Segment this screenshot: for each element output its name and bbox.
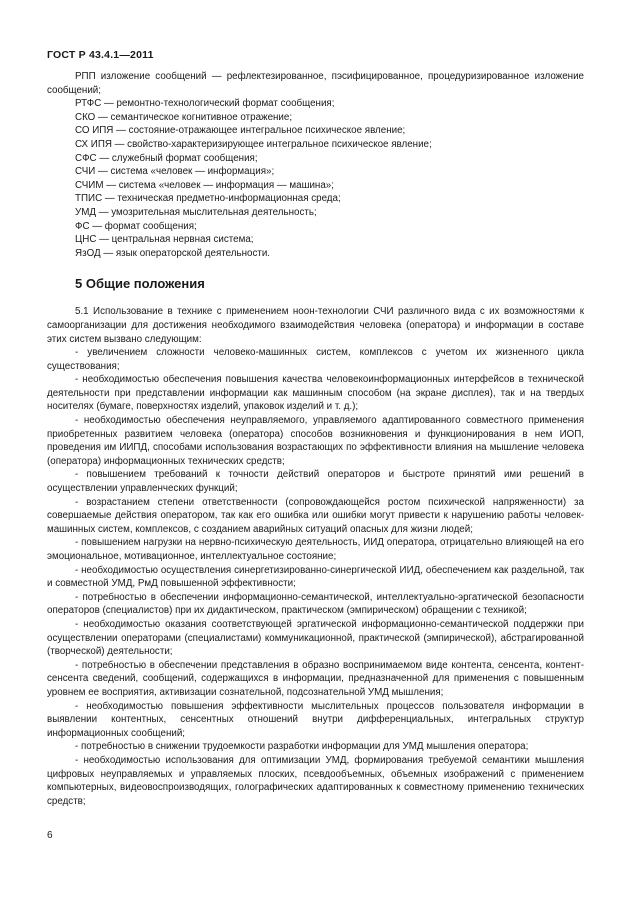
list-item: - повышением требований к точности действий операторов и быстроте принятий ими решений в осуществлении управленческих функций;	[47, 469, 584, 495]
abbreviation-item: ЯзОД — язык операторской деятельности.	[75, 247, 271, 259]
abbreviation-item: СЧИ — система «человек — информация»;	[75, 166, 275, 178]
list-item: - необходимостью обеспечения неуправляемого, управляемого адаптированного совместного применения приобретенных развитием человека (оператора) способов возникновения и функционирования в нем ИОП, проведения им ИИПД, способами использования возрастающих по эффективности влияния на мышление человека (оператора) информационных технических средств;	[47, 415, 584, 467]
abbreviation-item: СКО — семантическое когнитивное отражение;	[75, 111, 293, 123]
abbreviation-item: СО ИПЯ — состояние-отражающее интегральное психическое явление;	[75, 125, 406, 137]
document-header: ГОСТ Р 43.4.1—2011	[47, 49, 154, 61]
list-item: - потребностью в обеспечении представления в образно воспринимаемом виде контента, сенсента, контент-сенсента сведений, сообщений, содержащихся в информации, предназначенной для применения с повышенным уровнем ее восприятия, активизации сознательной, подсознательной УМД мышления;	[47, 659, 584, 698]
abbreviation-item: ФС — формат сообщения;	[75, 220, 197, 232]
abbreviation-item: ТПИС — техническая предметно-информационная среда;	[75, 193, 341, 205]
abbreviation-item: ЦНС — центральная нервная система;	[75, 234, 254, 246]
section-content	[47, 305, 584, 808]
list-item: - необходимостью осуществления синергетизированно-синергической ИИД, обеспечением как раздельной, так и совместной УМД, РмД повышенной эффективности;	[47, 564, 584, 590]
abbreviation-item: СЧИМ — система «человек — информация — машина»;	[75, 179, 334, 191]
abbreviation-item: УМД — умозрительная мыслительная деятельность;	[75, 206, 317, 218]
abbreviation-item: РТФС — ремонтно-технологический формат сообщения;	[75, 98, 335, 110]
list-item: - повышением нагрузки на нервно-психическую деятельность, ИИД оператора, отрицательно влияющей на его эмоциональное, мотивационное, интеллектуальное состояние;	[47, 537, 584, 562]
page-number: 6	[47, 830, 53, 841]
list-item: - необходимостью повышения эффективности мыслительных процессов пользователя информации в выявлении контентных, сенсентных отношений внутри дифференциальных, интегральных структур информационных сообщений;	[47, 700, 584, 739]
abbreviation-first: РПП изложение сообщений — рефлектезированное, пэсифицированное, процедуризированное изложение сообщений;	[47, 71, 584, 96]
list-item: - увеличением сложности человеко-машинных систем, комплексов с учетом их жизненного цикла существования;	[47, 347, 584, 372]
document-body	[47, 70, 584, 808]
list-item: - потребностью в снижении трудоемкости разработки информации для УМД мышления оператора;	[75, 741, 529, 753]
list-item: - потребностью в обеспечении информационно-семантической, интеллектуально-эргатической безопасности операторов (специалистов) при их дидактическом, практическом (эмпирическом) обращении с техникой;	[47, 591, 584, 617]
list-item: - возрастанием степени ответственности (сопровождающейся ростом психической напряженности) за совершаемые действия оператором, так как его ошибка или ошибки могут привести к нарушению работы человек-машинных систем, комплексов, с созданием аварийных ситуаций опасных для жизни людей;	[47, 496, 584, 535]
list-item: - необходимостью обеспечения повышения качества человекоинформационных интерфейсов в технической деятельности при представлении информации как машинным способом (на экране дисплея), так и на твердых носителях (бумаге, поверхностях изделий, упаковок изделий и т. д.);	[47, 374, 584, 413]
abbreviation-item: СФС — служебный формат сообщения;	[75, 152, 258, 164]
abbreviation-item: СХ ИПЯ — свойство-характеризирующее интегральное психическое явление;	[75, 138, 432, 150]
list-item: - необходимостью оказания соответствующей эргатической информационно-семантической поддержки при осуществлении операторами (специалистами) коммуникационной, практической (эмпирической), абстрагированной (творческой) деятельности;	[47, 618, 584, 658]
abbreviation-list	[47, 97, 584, 260]
list-item: - необходимостью использования для оптимизации УМД, формирования требуемой семантики мышления цифровых неуправляемых и управляемых плоских, псевдообъемных, объемных изображений с применением компьютерных, видеовоспроизводящих, голографических адаптированных к совместному применению технических средств;	[47, 754, 584, 807]
paragraph: 5.1 Использование в технике с применением ноон-технологии СЧИ различного вида с их возможностями к самоорганизации для достижения необходимого взаимодействия человека (оператора) и информации в составе этих систем вызвано следующим:	[47, 306, 584, 345]
section-title: 5 Общие положения	[75, 276, 205, 292]
